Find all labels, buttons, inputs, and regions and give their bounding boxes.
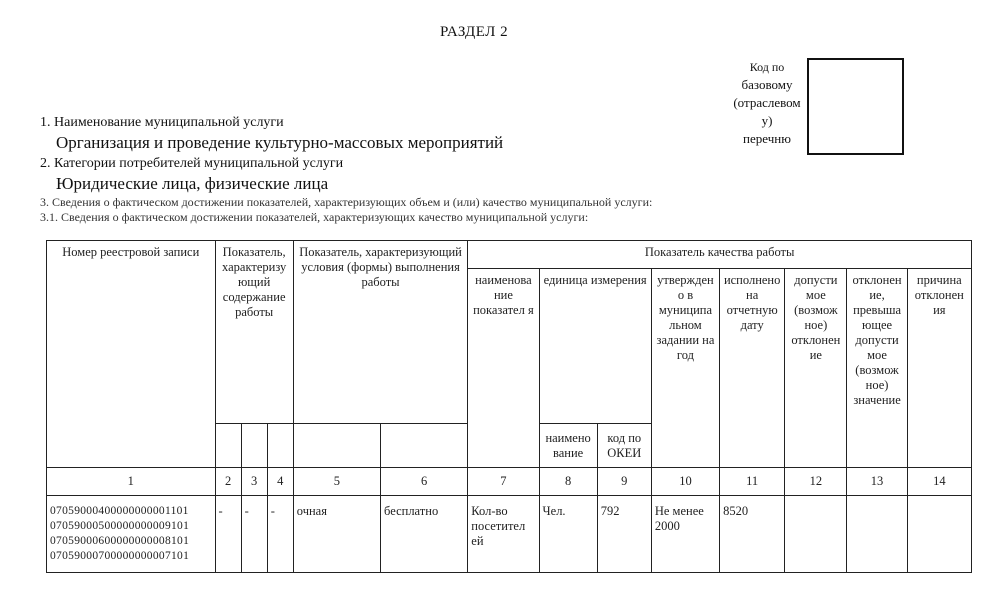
header-exceeding-deviation: отклонен ие, превыша ющее допусти мое (возмож ное) значение xyxy=(847,269,907,468)
subheader-c3 xyxy=(241,424,267,468)
column-numbers-row xyxy=(47,468,972,496)
cell-unit-code: 792 xyxy=(597,496,651,573)
cell-content-3: - xyxy=(241,496,267,573)
subheader-c4 xyxy=(267,424,293,468)
code-box xyxy=(807,58,904,155)
table-row xyxy=(47,496,972,573)
header-executed: исполнено на отчетную дату xyxy=(720,269,785,468)
column-number: 5 xyxy=(293,468,380,496)
column-number: 12 xyxy=(785,468,847,496)
header-conditions: Показатель, характеризующий условия (формы) выполнения работы xyxy=(293,241,468,424)
section31-text: 3.1. Сведения о фактическом достижении показателей, характеризующих качество муниципальной услуги: xyxy=(40,210,589,224)
registry-number: 07059000600000000008101 xyxy=(50,535,190,547)
cell-allowed-deviation xyxy=(785,496,847,573)
code-label-line2: базовому xyxy=(741,77,793,92)
column-number: 8 xyxy=(539,468,597,496)
cell-exceeding-deviation xyxy=(847,496,907,573)
consumers-label: 2. Категории потребителей муниципальной услуги xyxy=(40,156,344,171)
cell-executed: 8520 xyxy=(720,496,785,573)
column-number: 10 xyxy=(651,468,719,496)
cell-reason xyxy=(907,496,971,573)
code-label xyxy=(727,58,807,148)
subheader-c2 xyxy=(215,424,241,468)
subheader-c5 xyxy=(293,424,380,468)
code-label-line4: у) xyxy=(761,113,773,128)
header-allowed-deviation: допусти мое (возмож ное) отклонен ие xyxy=(785,269,847,468)
quality-indicators-table xyxy=(46,240,972,573)
column-number: 4 xyxy=(267,468,293,496)
column-number: 7 xyxy=(468,468,539,496)
subheader-c6 xyxy=(381,424,468,468)
column-number: 13 xyxy=(847,468,907,496)
consumers-value: Юридические лица, физические лица xyxy=(56,174,329,193)
header-content: Показатель, характеризу ющий содержание работы xyxy=(215,241,293,424)
registry-numbers-cell xyxy=(47,496,216,573)
section-title: РАЗДЕЛ 2 xyxy=(440,24,509,40)
column-number: 3 xyxy=(241,468,267,496)
registry-number: 07059000400000000001101 xyxy=(50,505,189,517)
header-approved: утвержден о в муниципа льном задании на год xyxy=(651,269,719,468)
cell-unit-name: Чел. xyxy=(539,496,597,573)
cell-indicator-name: Кол-во посетител ей xyxy=(468,496,539,573)
service-name-value: Организация и проведение культурно-массовых мероприятий xyxy=(56,133,504,152)
header-quality: Показатель качества работы xyxy=(468,241,972,269)
cell-content-4: - xyxy=(267,496,293,573)
code-label-line5: перечню xyxy=(743,131,791,146)
section3-text: 3. Сведения о фактическом достижении показателей, характеризующих объем и (или) качество муниципальной услуги: xyxy=(40,195,653,209)
header-unit-code: код по ОКЕИ xyxy=(597,424,651,468)
column-number: 14 xyxy=(907,468,971,496)
column-number: 6 xyxy=(381,468,468,496)
column-number: 11 xyxy=(720,468,785,496)
cell-form: очная xyxy=(293,496,380,573)
column-number: 1 xyxy=(47,468,216,496)
column-number: 9 xyxy=(597,468,651,496)
header-indicator-name: наименова ние показател я xyxy=(468,269,539,468)
registry-number: 07059000500000000009101 xyxy=(50,520,190,532)
code-label-line1: Код по xyxy=(749,60,785,74)
header-reason: причина отклонен ия xyxy=(907,269,971,468)
column-number: 2 xyxy=(215,468,241,496)
cell-payment: бесплатно xyxy=(381,496,468,573)
header-unit: единица измерения xyxy=(539,269,651,424)
service-name-label: 1. Наименование муниципальной услуги xyxy=(40,115,284,130)
code-label-line3: (отраслевом xyxy=(733,95,801,110)
header-registry: Номер реестровой записи xyxy=(47,241,216,468)
registry-number: 07059000700000000007101 xyxy=(50,550,190,562)
cell-approved: Не менее 2000 xyxy=(651,496,719,573)
cell-content-2: - xyxy=(215,496,241,573)
header-unit-name: наимено вание xyxy=(539,424,597,468)
